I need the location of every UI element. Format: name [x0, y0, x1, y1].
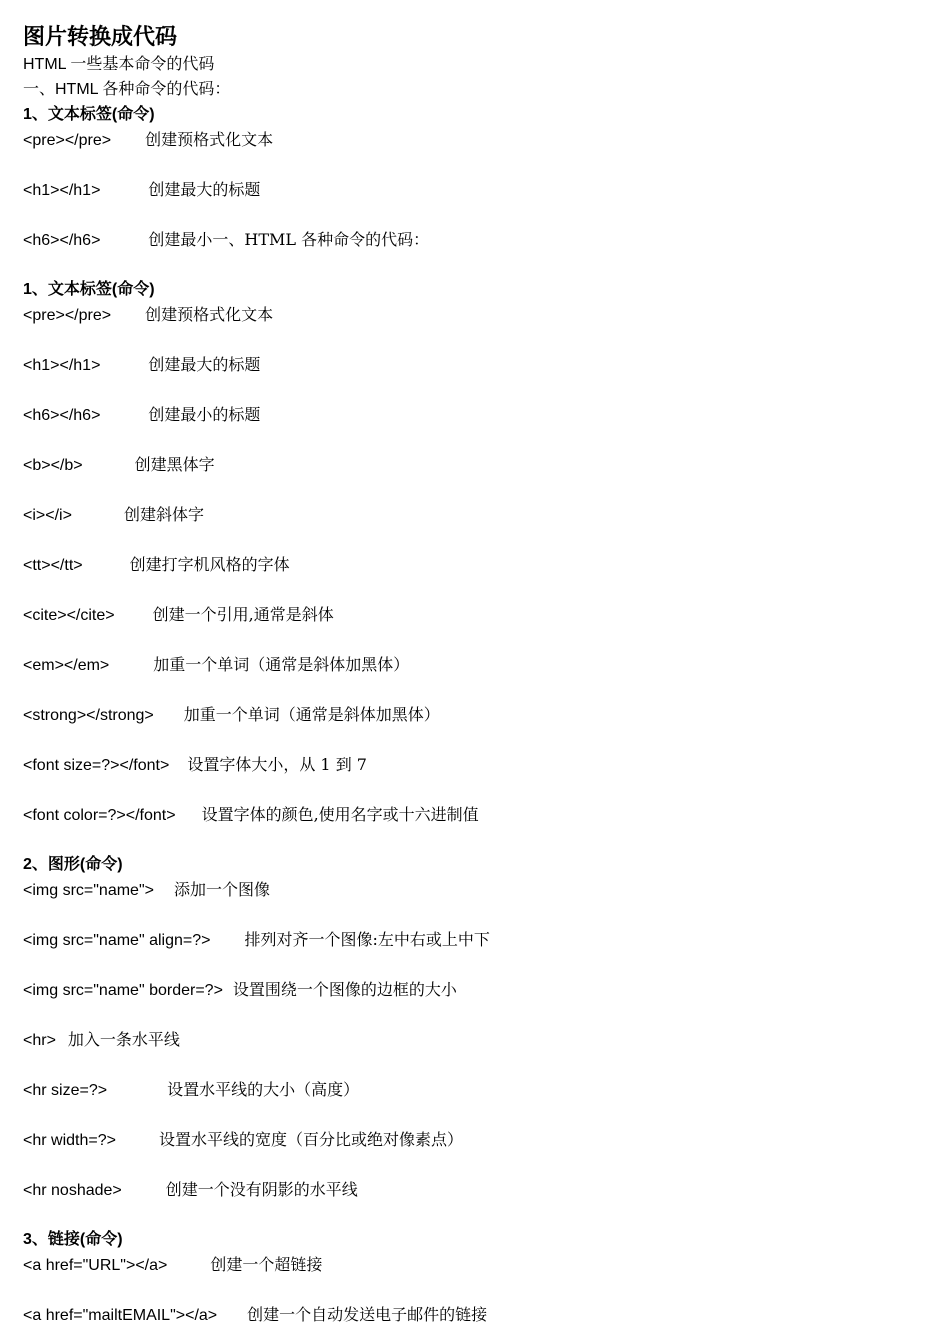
- blank-line: [23, 677, 923, 702]
- command-entry: [23, 752, 923, 777]
- command-description: 创建预格式化文本: [145, 305, 274, 324]
- command-tag: <i></i>: [23, 507, 72, 524]
- command-description: 创建斜体字: [123, 505, 204, 524]
- command-entry: [23, 652, 923, 677]
- blank-line: [23, 527, 923, 552]
- command-entry: [23, 502, 923, 527]
- blank-line: [23, 1277, 923, 1302]
- section-heading: 2、图形(命令): [23, 856, 123, 873]
- command-entry: [23, 177, 923, 202]
- document-subtitle: HTML 一些基本命令的代码: [23, 56, 215, 73]
- command-tag: <img src="name" border=?>: [23, 982, 223, 999]
- command-description: 设置围绕一个图像的边框的大小: [232, 980, 457, 999]
- command-description: 创建最小一、HTML 各种命令的代码：: [148, 230, 430, 249]
- command-tag: <h6></h6>: [23, 232, 101, 249]
- blank-line: [23, 727, 923, 752]
- blank-line: [23, 152, 923, 177]
- command-description: 设置水平线的大小（高度）: [167, 1080, 360, 1099]
- command-description: 创建一个自动发送电子邮件的链接: [247, 1305, 488, 1324]
- blank-line: [23, 902, 923, 927]
- command-tag: <h1></h1>: [23, 182, 101, 199]
- blank-line: [23, 1052, 923, 1077]
- blank-line: [23, 1102, 923, 1127]
- command-description: 创建黑体字: [134, 455, 215, 474]
- section-intro: 一、HTML 各种命令的代码：: [23, 81, 231, 98]
- command-tag: <h1></h1>: [23, 357, 101, 374]
- command-tag: <pre></pre>: [23, 307, 112, 324]
- command-entry: [23, 1302, 923, 1327]
- command-entry: [23, 1027, 923, 1052]
- command-tag: <cite></cite>: [23, 607, 115, 624]
- command-entry: [23, 127, 923, 152]
- blank-line: [23, 952, 923, 977]
- command-entry: [23, 977, 923, 1002]
- section-heading: 3、链接(命令): [23, 1231, 123, 1248]
- command-tag: <hr noshade>: [23, 1182, 122, 1199]
- command-entry: [23, 1252, 923, 1277]
- blank-line: [23, 377, 923, 402]
- command-tag: <tt></tt>: [23, 557, 83, 574]
- command-entry: [23, 402, 923, 427]
- blank-line: [23, 577, 923, 602]
- command-entry: [23, 802, 923, 827]
- command-description: 创建一个引用,通常是斜体: [152, 605, 334, 624]
- blank-line: [23, 327, 923, 352]
- blank-line: [23, 627, 923, 652]
- command-tag: <em></em>: [23, 657, 110, 674]
- blank-line: [23, 477, 923, 502]
- command-tag: <hr width=?>: [23, 1132, 116, 1149]
- command-description: 创建一个超链接: [210, 1255, 323, 1274]
- command-entry: [23, 877, 923, 902]
- command-entry: [23, 1077, 923, 1102]
- document-page: [23, 22, 923, 1327]
- blank-line: [23, 427, 923, 452]
- command-tag: <img src="name" align=?>: [23, 932, 211, 949]
- command-description: 排列对齐一个图像:左中右或上中下: [244, 930, 490, 949]
- command-tag: <hr size=?>: [23, 1082, 108, 1099]
- blank-line: [23, 1002, 923, 1027]
- section-heading: 1、文本标签(命令): [23, 281, 155, 298]
- command-entry: [23, 552, 923, 577]
- command-tag: <font color=?></font>: [23, 807, 176, 824]
- command-tag: <b></b>: [23, 457, 83, 474]
- command-entry: [23, 227, 923, 252]
- blank-line: [23, 1202, 923, 1227]
- command-list: [23, 102, 923, 1327]
- command-description: 创建最大的标题: [148, 355, 261, 374]
- command-description: 设置字体的颜色,使用名字或十六进制值: [201, 805, 479, 824]
- command-entry: [23, 1177, 923, 1202]
- command-entry: [23, 1127, 923, 1152]
- command-description: 创建最大的标题: [148, 180, 261, 199]
- blank-line: [23, 1152, 923, 1177]
- command-tag: <hr>: [23, 1032, 56, 1049]
- command-tag: <h6></h6>: [23, 407, 101, 424]
- command-entry: [23, 927, 923, 952]
- command-entry: [23, 452, 923, 477]
- command-description: 创建一个没有阴影的水平线: [165, 1180, 358, 1199]
- command-description: 创建打字机风格的字体: [129, 555, 290, 574]
- blank-line: [23, 777, 923, 802]
- command-entry: [23, 702, 923, 727]
- command-tag: <a href="URL"></a>: [23, 1257, 168, 1274]
- command-description: 创建最小的标题: [148, 405, 261, 424]
- command-description: 加重一个单词（通常是斜体加黑体）: [183, 705, 440, 724]
- command-entry: [23, 352, 923, 377]
- section-heading: 1、文本标签(命令): [23, 106, 155, 123]
- command-description: 加重一个单词（通常是斜体加黑体）: [153, 655, 410, 674]
- command-entry: [23, 302, 923, 327]
- document-title: 图片转换成代码: [23, 24, 178, 49]
- command-tag: <img src="name">: [23, 882, 154, 899]
- command-description: 添加一个图像: [173, 880, 270, 899]
- command-tag: <a href="mailtEMAIL"></a>: [23, 1307, 218, 1324]
- command-entry: [23, 602, 923, 627]
- blank-line: [23, 252, 923, 277]
- command-description: 设置水平线的宽度（百分比或绝对像素点）: [158, 1130, 463, 1149]
- blank-line: [23, 202, 923, 227]
- blank-line: [23, 827, 923, 852]
- command-description: 创建预格式化文本: [145, 130, 274, 149]
- command-tag: <font size=?></font>: [23, 757, 170, 774]
- command-description: 加入一条水平线: [67, 1030, 180, 1049]
- command-tag: <strong></strong>: [23, 707, 154, 724]
- command-description: 设置字体大小，从 1 到 7: [187, 755, 367, 774]
- command-tag: <pre></pre>: [23, 132, 112, 149]
